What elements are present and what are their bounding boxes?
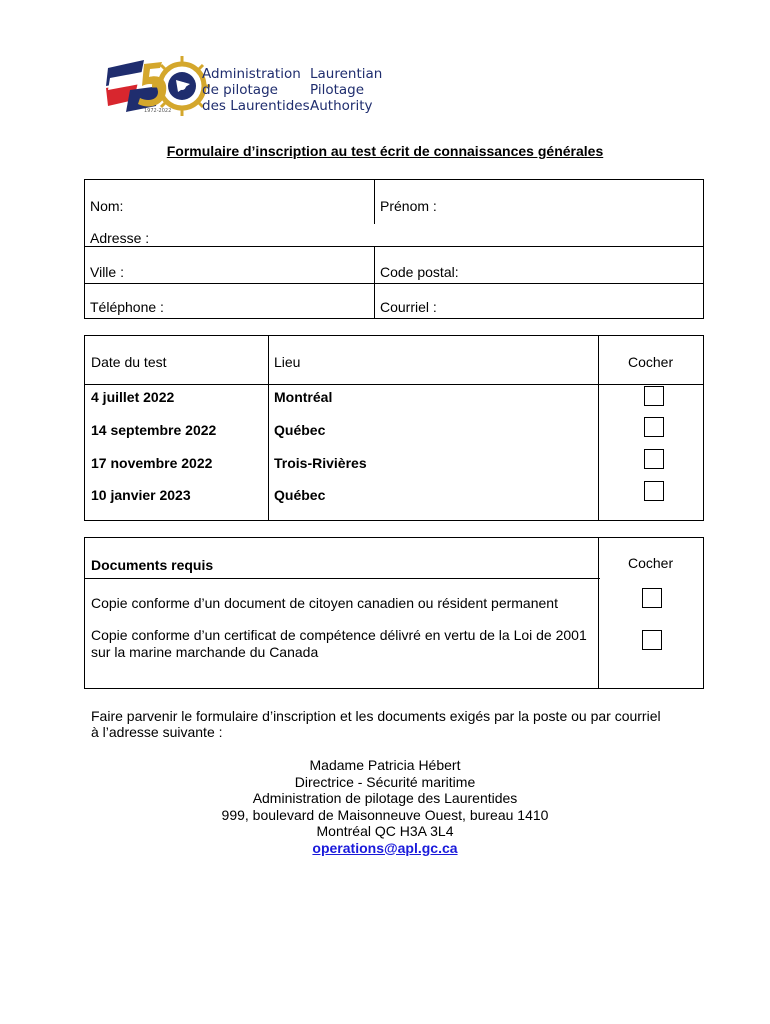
document-checkbox-1[interactable] [642,588,662,608]
logo-text-fr: Administration de pilotage des Laurentides [202,66,310,114]
session-lieu: Québec [274,422,326,438]
instructions: Faire parvenir le formulaire d’inscription et les documents exigés par la poste ou par courriel à l’adresse suivante : [91,708,661,740]
document-item-line1: Copie conforme d’un certificat de compétence délivré en vertu de la Loi de 2001 [91,627,587,643]
header-date: Date du test [91,354,167,370]
address-name: Madame Patricia Hébert [309,757,461,773]
session-lieu: Québec [274,487,326,503]
code-postal-field[interactable]: Code postal: [380,264,459,280]
mailing-address [0,757,770,856]
session-checkbox-2[interactable] [644,417,664,437]
prenom-field[interactable]: Prénom : [380,198,437,214]
session-date: 14 septembre 2022 [91,422,217,438]
session-date: 10 janvier 2023 [91,487,191,503]
documents-header: Documents requis [91,557,214,573]
header-lieu: Lieu [274,354,301,370]
session-date: 4 juillet 2022 [91,389,175,405]
address-city: Montréal QC H3A 3L4 [316,823,454,839]
session-lieu: Montréal [274,389,333,405]
logo-text-en: Laurentian Pilotage Authority [310,66,383,114]
address-street: 999, boulevard de Maisonneuve Ouest, bureau 1410 [221,806,549,823]
documents-cocher-header: Cocher [628,555,674,571]
address-org: Administration de pilotage des Laurentides [252,790,518,806]
apl-logo [100,50,390,122]
session-checkbox-3[interactable] [644,449,664,469]
session-checkbox-1[interactable] [644,386,664,406]
header-cocher: Cocher [628,354,674,370]
session-checkbox-4[interactable] [644,481,664,501]
adresse-field[interactable]: Adresse : [90,230,150,246]
address-role: Directrice - Sécurité maritime [294,773,476,790]
nom-field[interactable]: Nom: [90,198,124,214]
logo-years: 1972-2022 [144,108,172,114]
session-lieu: Trois-Rivières [274,455,367,471]
ville-field[interactable]: Ville : [90,264,124,280]
document-item-line2: sur la marine marchande du Canada [91,644,319,660]
email-link[interactable]: operations@apl.gc.ca [312,839,458,856]
courriel-field[interactable]: Courriel : [380,299,437,315]
telephone-field[interactable]: Téléphone : [90,299,164,315]
document-item: Copie conforme d’un document de citoyen canadien ou résident permanent [91,595,558,611]
form-title: Formulaire d’inscription au test écrit de connaissances générales [166,143,604,159]
document-checkbox-2[interactable] [642,630,662,650]
session-date: 17 novembre 2022 [91,455,213,471]
